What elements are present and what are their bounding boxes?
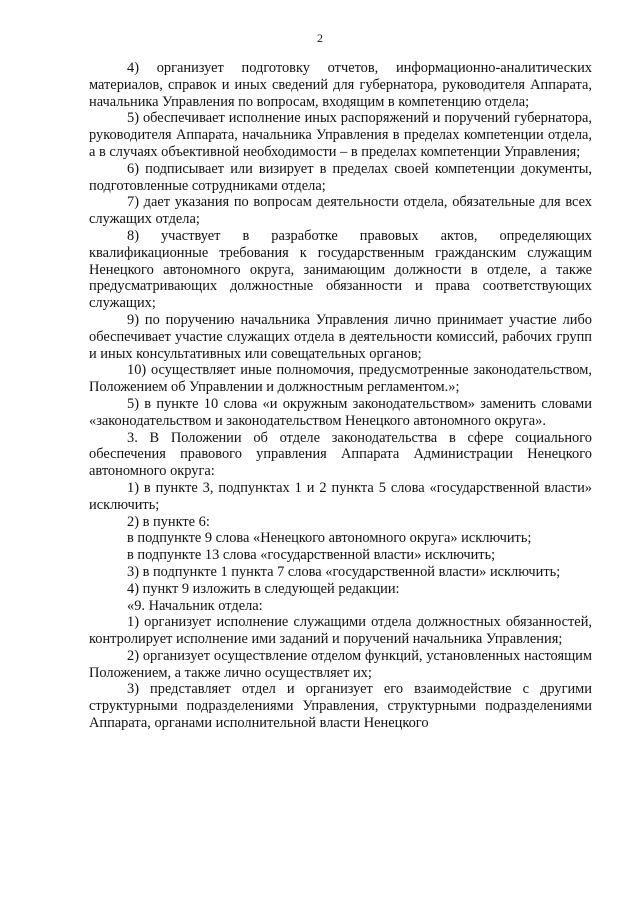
paragraph: 2) в пункте 6: [127, 513, 210, 530]
document-body [89, 60, 592, 732]
paragraph: 1) организует исполнение служащими отдела должностных обязанностей, контролирует исполнение ими заданий и поручений начальника Управления; [89, 614, 592, 648]
paragraph: 10) осуществляет иные полномочия, предусмотренные законодательством, Положением об Управлении и должностным регламентом.»; [89, 362, 592, 396]
paragraph: 7) дает указания по вопросам деятельности отдела, обязательные для всех служащих отдела; [89, 194, 592, 228]
paragraph: 4) пункт 9 изложить в следующей редакции: [127, 580, 400, 597]
paragraph: 8) участвует в разработке правовых актов, определяющих квалификационные требования к государственным гражданским служащим Ненецкого автономного округа, занимающим должности в отделе, а также предусматривающих должностные обязанности и права соответствующих служащих; [89, 227, 592, 312]
paragraph: 1) в пункте 3, подпунктах 1 и 2 пункта 5 слова «государственной власти» исключить; [89, 479, 592, 513]
paragraph: в подпункте 9 слова «Ненецкого автономного округа» исключить; [127, 530, 532, 547]
page-number: 2 [317, 31, 323, 45]
paragraph: 4) организует подготовку отчетов, информационно-аналитических материалов, справок и иных сведений для губернатора, руководителя Аппарата, начальника Управления по вопросам, входящим в компетенцию отдела; [89, 60, 592, 110]
paragraph: 6) подписывает или визирует в пределах своей компетенции документы, подготовленные сотрудниками отдела; [89, 160, 592, 194]
paragraph: 3) в подпункте 1 пункта 7 слова «государственной власти» исключить; [127, 563, 561, 580]
paragraph: 5) в пункте 10 слова «и окружным законодательством» заменить словами «законодательством и законодательством Ненецкого автономного округа». [89, 395, 592, 429]
paragraph: 9) по поручению начальника Управления лично принимает участие либо обеспечивает участие служащих отдела в деятельности комиссий, рабочих групп и иных консультативных или совещательных органов; [89, 311, 592, 362]
paragraph: 2) организует осуществление отделом функций, установленных настоящим Положением, а также лично осуществляет их; [89, 647, 592, 681]
paragraph: 3) представляет отдел и организует его взаимодействие с другими структурными подразделениями Управления, структурными подразделениями Аппарата, органами исполнительной власти Ненецкого [89, 681, 592, 732]
paragraph: «9. Начальник отдела: [127, 597, 263, 614]
paragraph: 3. В Положении об отделе законодательства в сфере социального обеспечения правового управления Аппарата Администрации Ненецкого автономного округа: [89, 429, 592, 480]
paragraph: в подпункте 13 слова «государственной власти» исключить; [127, 547, 496, 564]
paragraph: 5) обеспечивает исполнение иных распоряжений и поручений губернатора, руководителя Аппарата, начальника Управления в пределах компетенции отдела, а в случаях объективной необходимости – в пределах компетенции Управления; [89, 110, 592, 160]
